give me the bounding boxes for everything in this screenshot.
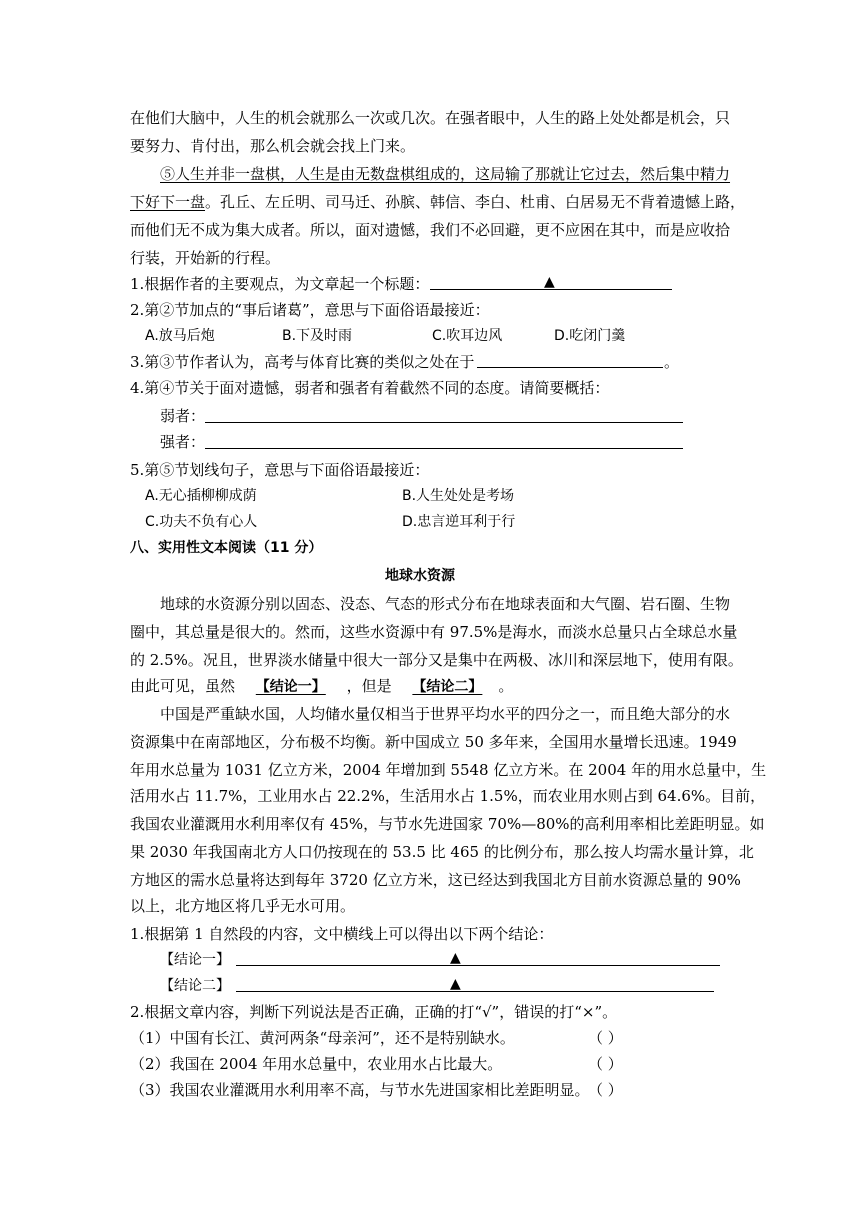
judge-answer-box-2[interactable]: （ ） bbox=[588, 1055, 623, 1073]
article-line: 的 2.5%。况且，世界淡水储量中很大一部分又是集中在两极、冰川和深层地下，使用有限。 bbox=[130, 651, 743, 669]
underlined-sentence: ⑤人生并非一盘棋，人生是由无数盘棋组成的，这局输了那就让它过去，然后集中精力 bbox=[160, 165, 731, 183]
option-a[interactable]: A.无心插柳柳成荫 bbox=[145, 488, 257, 504]
conclusion-2-blank: 【结论二】 bbox=[412, 679, 483, 695]
article-line: 年用水总量为 1031 亿立方米，2004 年增加到 5548 亿立方米。在 2004 年的用水总量中，生 bbox=[130, 761, 767, 779]
question-5: 5.第⑤节划线句子，意思与下面俗语最接近： bbox=[130, 461, 430, 479]
passage-line: 而他们无不成为集大成者。所以，面对遗憾，我们不必回避，更不应困在其中，而是应收拾 bbox=[130, 221, 731, 239]
article-line: 资源集中在南部地区，分布极不均衡。新中国成立 50 多年来，全国用水量增长迅速。1949 bbox=[130, 733, 737, 751]
article-text: 。 bbox=[498, 677, 514, 695]
answer-blank[interactable] bbox=[477, 367, 663, 368]
answer-marker: ▲ bbox=[450, 950, 461, 966]
question-3-end: 。 bbox=[664, 353, 680, 371]
answer-blank-weak[interactable] bbox=[205, 422, 683, 423]
question-2: 2.第②节加点的“事后诸葛”，意思与下面俗语最接近： bbox=[130, 301, 490, 319]
question-8-1: 1.根据第 1 自然段的内容，文中横线上可以得出以下两个结论： bbox=[130, 925, 554, 943]
question-1: 1.根据作者的主要观点，为文章起一个标题： bbox=[130, 275, 430, 293]
option-c[interactable]: C.吹耳边风 bbox=[432, 328, 503, 344]
article-line: 果 2030 年我国南北方人口仍按现在的 53.5 比 465 的比例分布，那么按人均需水量计算，北 bbox=[130, 843, 754, 861]
article-title: 地球水资源 bbox=[385, 568, 455, 584]
passage-line: 要努力、肯付出，那么机会就会找上门来。 bbox=[130, 137, 416, 155]
article-line: 圈中，其总量是很大的。然而，这些水资源中有 97.5%是海水，而淡水总量只占全球总水量 bbox=[130, 623, 738, 641]
answer-marker: ▲ bbox=[544, 274, 555, 290]
judge-answer-box-3[interactable]: （ ） bbox=[588, 1081, 623, 1099]
option-d[interactable]: D.吃闭门羹 bbox=[554, 328, 626, 344]
conclusion-1-blank: 【结论一】 bbox=[255, 679, 326, 695]
question-3: 3.第③节作者认为，高考与体育比赛的类似之处在于 bbox=[130, 353, 475, 371]
question-4-weak-label: 弱者： bbox=[160, 407, 206, 425]
passage-p5-line1 bbox=[160, 164, 730, 184]
answer-blank-conclusion-2[interactable] bbox=[236, 991, 714, 992]
passage-text: 。孔丘、左丘明、司马迁、孙膑、韩信、李白、杜甫、白居易无不背着遗憾上路， bbox=[205, 193, 746, 211]
article-line: 地球的水资源分别以固态、没态、气态的形式分布在地球表面和大气圈、岩石圈、生物 bbox=[160, 595, 731, 613]
answer-blank-strong[interactable] bbox=[205, 448, 683, 449]
answer-marker: ▲ bbox=[450, 976, 461, 992]
option-d[interactable]: D.忠言逆耳利于行 bbox=[402, 514, 516, 530]
judge-item-2: （2）我国在 2004 年用水总量中，农业用水占比最大。 bbox=[130, 1055, 503, 1073]
article-line: 以上，北方地区将几乎无水可用。 bbox=[130, 897, 356, 915]
passage-line: 行装，开始新的行程。 bbox=[130, 249, 281, 267]
judge-item-3: （3）我国农业灌溉用水利用率不高，与节水先进国家相比差距明显。 bbox=[130, 1081, 590, 1099]
conclusion-2-label: 【结论二】 bbox=[160, 978, 230, 994]
option-a[interactable]: A.放马后炮 bbox=[145, 328, 215, 344]
question-4: 4.第④节关于面对遗憾，弱者和强者有着截然不同的态度。请简要概括： bbox=[130, 379, 610, 397]
passage-p5-line2 bbox=[130, 192, 745, 212]
article-text: ，但是 bbox=[346, 677, 392, 695]
section-heading: 八、实用性文本阅读（11 分） bbox=[130, 540, 323, 556]
judge-answer-box-1[interactable]: （ ） bbox=[588, 1029, 623, 1047]
passage-line: 在他们大脑中，人生的机会就那么一次或几次。在强者眼中，人生的路上处处都是机会，只 bbox=[130, 109, 731, 127]
option-b[interactable]: B.人生处处是考场 bbox=[402, 488, 515, 504]
article-line: 活用水占 11.7%，工业用水占 22.2%，生活用水占 1.5%，而农业用水则占到 64.6%。目前， bbox=[130, 787, 766, 805]
article-line: 我国农业灌溉用水利用率仅有 45%，与节水先进国家 70%—80%的高利用率相比差距明显。如 bbox=[130, 815, 765, 833]
underlined-sentence: 下好下一盘 bbox=[130, 193, 206, 211]
option-c[interactable]: C.功夫不负有心人 bbox=[145, 514, 258, 530]
article-line-conclusions bbox=[130, 676, 513, 697]
article-line: 中国是严重缺水国，人均储水量仅相当于世界平均水平的四分之一，而且绝大部分的水 bbox=[160, 705, 731, 723]
answer-blank-conclusion-1[interactable] bbox=[236, 965, 720, 966]
article-line: 方地区的需水总量将达到每年 3720 亿立方米，这已经达到我国北方目前水资源总量的 90% bbox=[130, 871, 741, 889]
article-text: 由此可见，虽然 bbox=[130, 677, 236, 695]
judge-item-1: （1）中国有长江、黄河两条“母亲河”，还不是特别缺水。 bbox=[130, 1029, 515, 1047]
option-b[interactable]: B.下及时雨 bbox=[282, 328, 353, 344]
conclusion-1-label: 【结论一】 bbox=[160, 952, 230, 968]
question-4-strong-label: 强者： bbox=[160, 433, 206, 451]
question-8-2: 2.根据文章内容，判断下列说法是否正确，正确的打“√”，错误的打“×”。 bbox=[130, 1003, 618, 1021]
